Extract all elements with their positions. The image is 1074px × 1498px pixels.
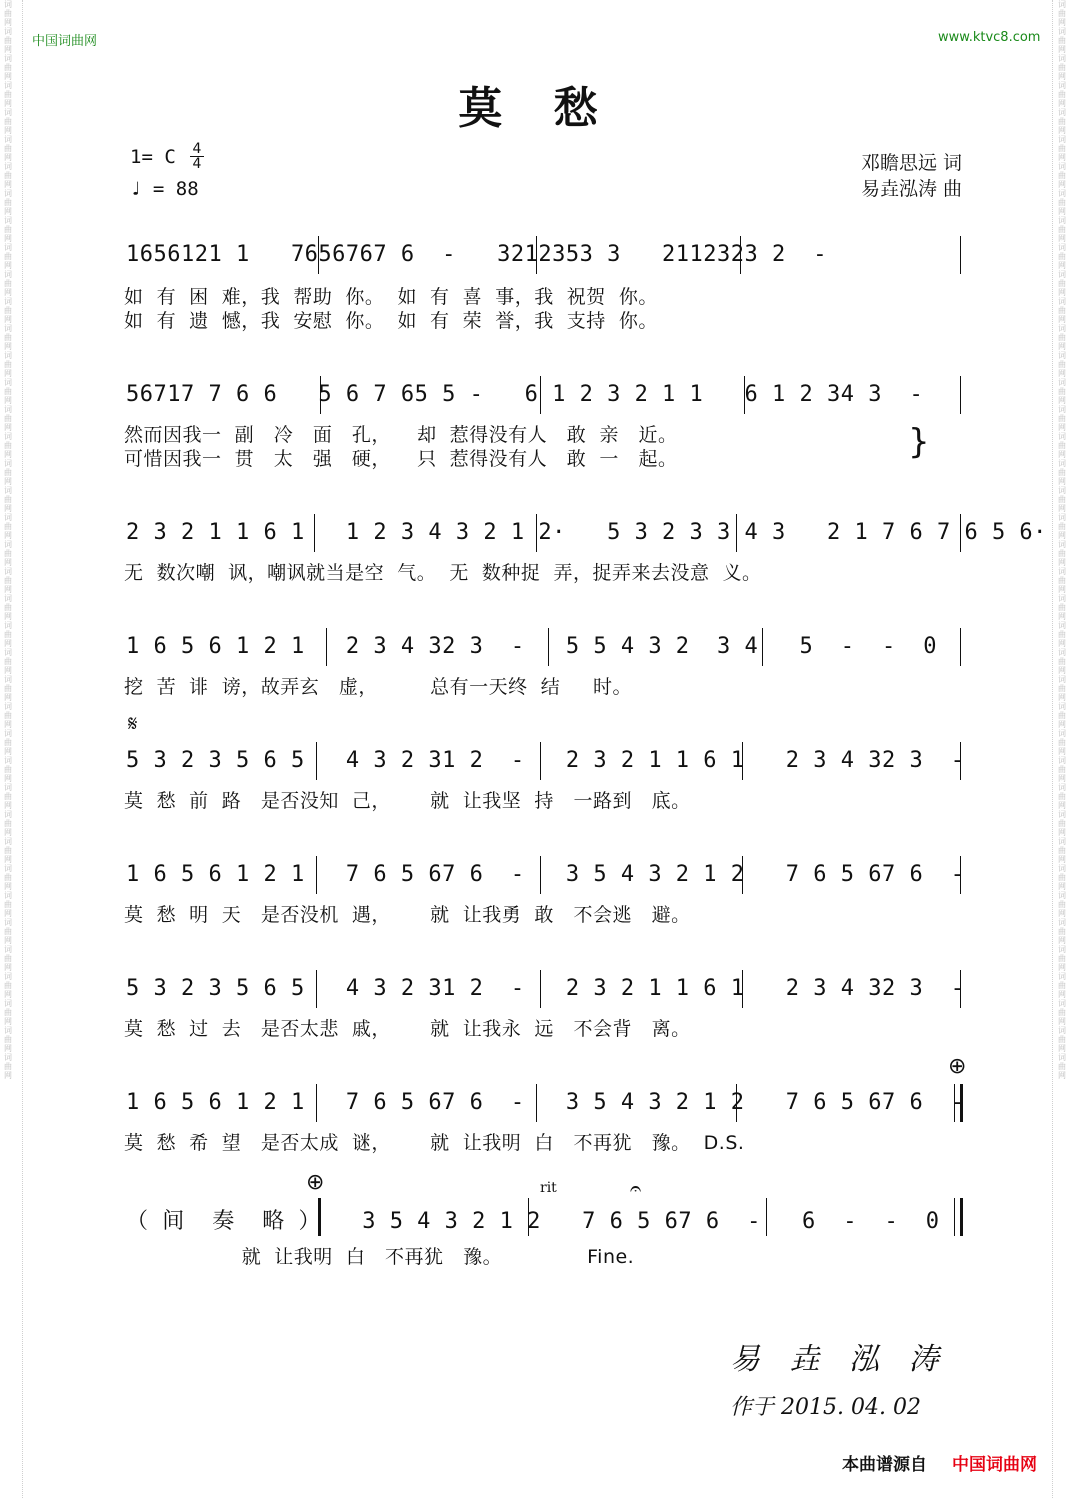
barline [326,628,327,666]
notes-line: （ 间 奏 略 ） 3 5 4 3 2 1 2 7 6 5 67 6 - 6 - - 0 [126,1209,940,1234]
barline [314,514,315,552]
right-watermark-strip: 词曲网词曲网词曲网词曲网词曲网词曲网词曲网词曲网词曲网词曲网词曲网词曲网词曲网词曲网词曲网词曲网词曲网词曲网词曲网词曲网词曲网词曲网词曲网词曲网词曲网词曲网词曲网词曲网词曲网词曲网词曲网词曲网词曲网词曲网词曲网词曲网词曲网词曲网词曲网词曲网 [1058,0,1066,1080]
notes-line: 1 6 5 6 1 2 1 7 6 5 67 6 - 3 5 4 3 2 1 2 7 6 5 67 6 - [126,862,965,887]
barline [736,1084,737,1122]
lyrics-verse-2: 如 有 遗 憾，我 安慰 你。 如 有 荣 誉，我 支持 你。 [124,310,658,332]
composition-date: 作于 2015. 04. 02 [730,1395,921,1420]
lyrics: 莫 愁 希 望 是否太成 谜， 就 让我明 白 不再犹 豫。 D.S. [124,1132,745,1154]
barline [540,376,541,414]
time-signature [190,142,204,171]
barline [762,628,763,666]
segno-sign: 𝄋 [128,712,138,737]
barline [540,856,541,894]
barline [540,970,541,1008]
barline [540,742,541,780]
notes-line: 2 3 2 1 1 6 1 1 2 3 4 3 2 1 2· 5 3 2 3 3 4 3 2 1 7 6 7 6 5 6· [126,520,1047,545]
ritardando-mark: rit [540,1180,557,1196]
barline [316,970,317,1008]
left-margin-line [22,0,23,1498]
lyrics: 就 让我明 白 不再犹 豫。 Fine. [124,1246,635,1268]
barline [744,376,745,414]
time-numerator: 4 [192,141,202,157]
notes-line: 5 3 2 3 5 6 5 4 3 2 31 2 - 2 3 2 1 1 6 1 2 3 4 32 3 - [126,748,965,773]
notes-line: 5 3 2 3 5 6 5 4 3 2 31 2 - 2 3 2 1 1 6 1 2 3 4 32 3 - [126,976,965,1001]
barline [960,514,961,552]
notes-line: 56717 7 6 6 5 6 7 65 5 - 6 1 2 3 2 1 1 6 1 2 34 3 - [126,382,924,407]
footer-source-label: 本曲谱源自 [842,1455,927,1475]
site-name-link[interactable]: 中国词曲网 [32,34,98,49]
barline [536,236,537,274]
lyrics-verse-2: 可惜因我一 贯 太 强 硬， 只 惹得没有人 敢 一 起。 [124,448,678,470]
lyrics-verse-1: 然而因我一 副 冷 面 孔， 却 惹得没有人 敢 亲 近。 [124,424,678,446]
barline [316,1084,317,1122]
notes-line: 1 6 5 6 1 2 1 7 6 5 67 6 - 3 5 4 3 2 1 2 7 6 5 67 6 - [126,1090,965,1115]
barline [960,628,961,666]
barline [954,1198,955,1236]
barline [316,856,317,894]
barline [316,742,317,780]
barline [960,970,961,1008]
barline [960,236,961,274]
barline [318,236,319,274]
barline [742,970,743,1008]
verse-brace: } [908,422,930,462]
barline [766,1198,767,1236]
left-watermark-strip: 词曲网词曲网词曲网词曲网词曲网词曲网词曲网词曲网词曲网词曲网词曲网词曲网词曲网词曲网词曲网词曲网词曲网词曲网词曲网词曲网词曲网词曲网词曲网词曲网词曲网词曲网词曲网词曲网词曲网词曲网词曲网词曲网词曲网词曲网词曲网词曲网词曲网词曲网词曲网词曲网 [4,0,12,1080]
barline [740,236,741,274]
site-url-link[interactable]: www.ktvc8.com [938,30,1041,45]
barline [960,856,961,894]
barline [742,742,743,780]
barline-repeat [318,1198,321,1236]
barline [742,856,743,894]
coda-sign: ⊕ [948,1054,967,1079]
barline [960,742,961,780]
lyrics: 莫 愁 过 去 是否太悲 戚， 就 让我永 远 不会背 离。 [124,1018,691,1040]
coda-sign-2: ⊕ [306,1170,325,1195]
composer-signature: 易 垚 泓 涛 [730,1342,949,1377]
lyrics: 莫 愁 前 路 是否没知 己， 就 让我坚 持 一路到 底。 [124,790,691,812]
key-signature: 1= C [130,146,176,168]
barline-final [960,1198,963,1236]
barline [960,376,961,414]
time-denominator: 4 [192,156,202,172]
barline [320,376,321,414]
lyrics: 莫 愁 明 天 是否没机 遇， 就 让我勇 敢 不会逃 避。 [124,904,691,926]
barline [954,1084,955,1122]
composer-credit: 易垚泓涛 曲 [860,178,962,200]
footer-source-link[interactable]: 中国词曲网 [952,1455,1037,1475]
barline-thick [960,1084,963,1122]
song-title: 莫 愁 [458,83,616,134]
tempo-marking: ♩ = 88 [130,178,199,200]
barline [736,514,737,552]
notes-line: 1656121 1 7656767 6 - 3212353 3 2112323 2 - [126,242,828,267]
lyricist-credit: 邓瞻思远 词 [860,152,962,174]
lyrics: 无 数次嘲 讽，嘲讽就当是空 气。 无 数种捉 弄，捉弄来去没意 义。 [124,562,762,584]
barline [528,1198,529,1236]
barline [536,514,537,552]
barline [548,628,549,666]
lyrics: 挖 苦 诽 谤，故弄玄 虚， 总有一天终 结 时。 [124,676,632,698]
lyrics-verse-1: 如 有 困 难，我 帮助 你。 如 有 喜 事，我 祝贺 你。 [124,286,658,308]
fermata-mark: 𝄐 [630,1176,642,1200]
barline [536,1084,537,1122]
notes-line: 1 6 5 6 1 2 1 2 3 4 32 3 - 5 5 4 3 2 3 4 5 - - 0 [126,634,937,659]
